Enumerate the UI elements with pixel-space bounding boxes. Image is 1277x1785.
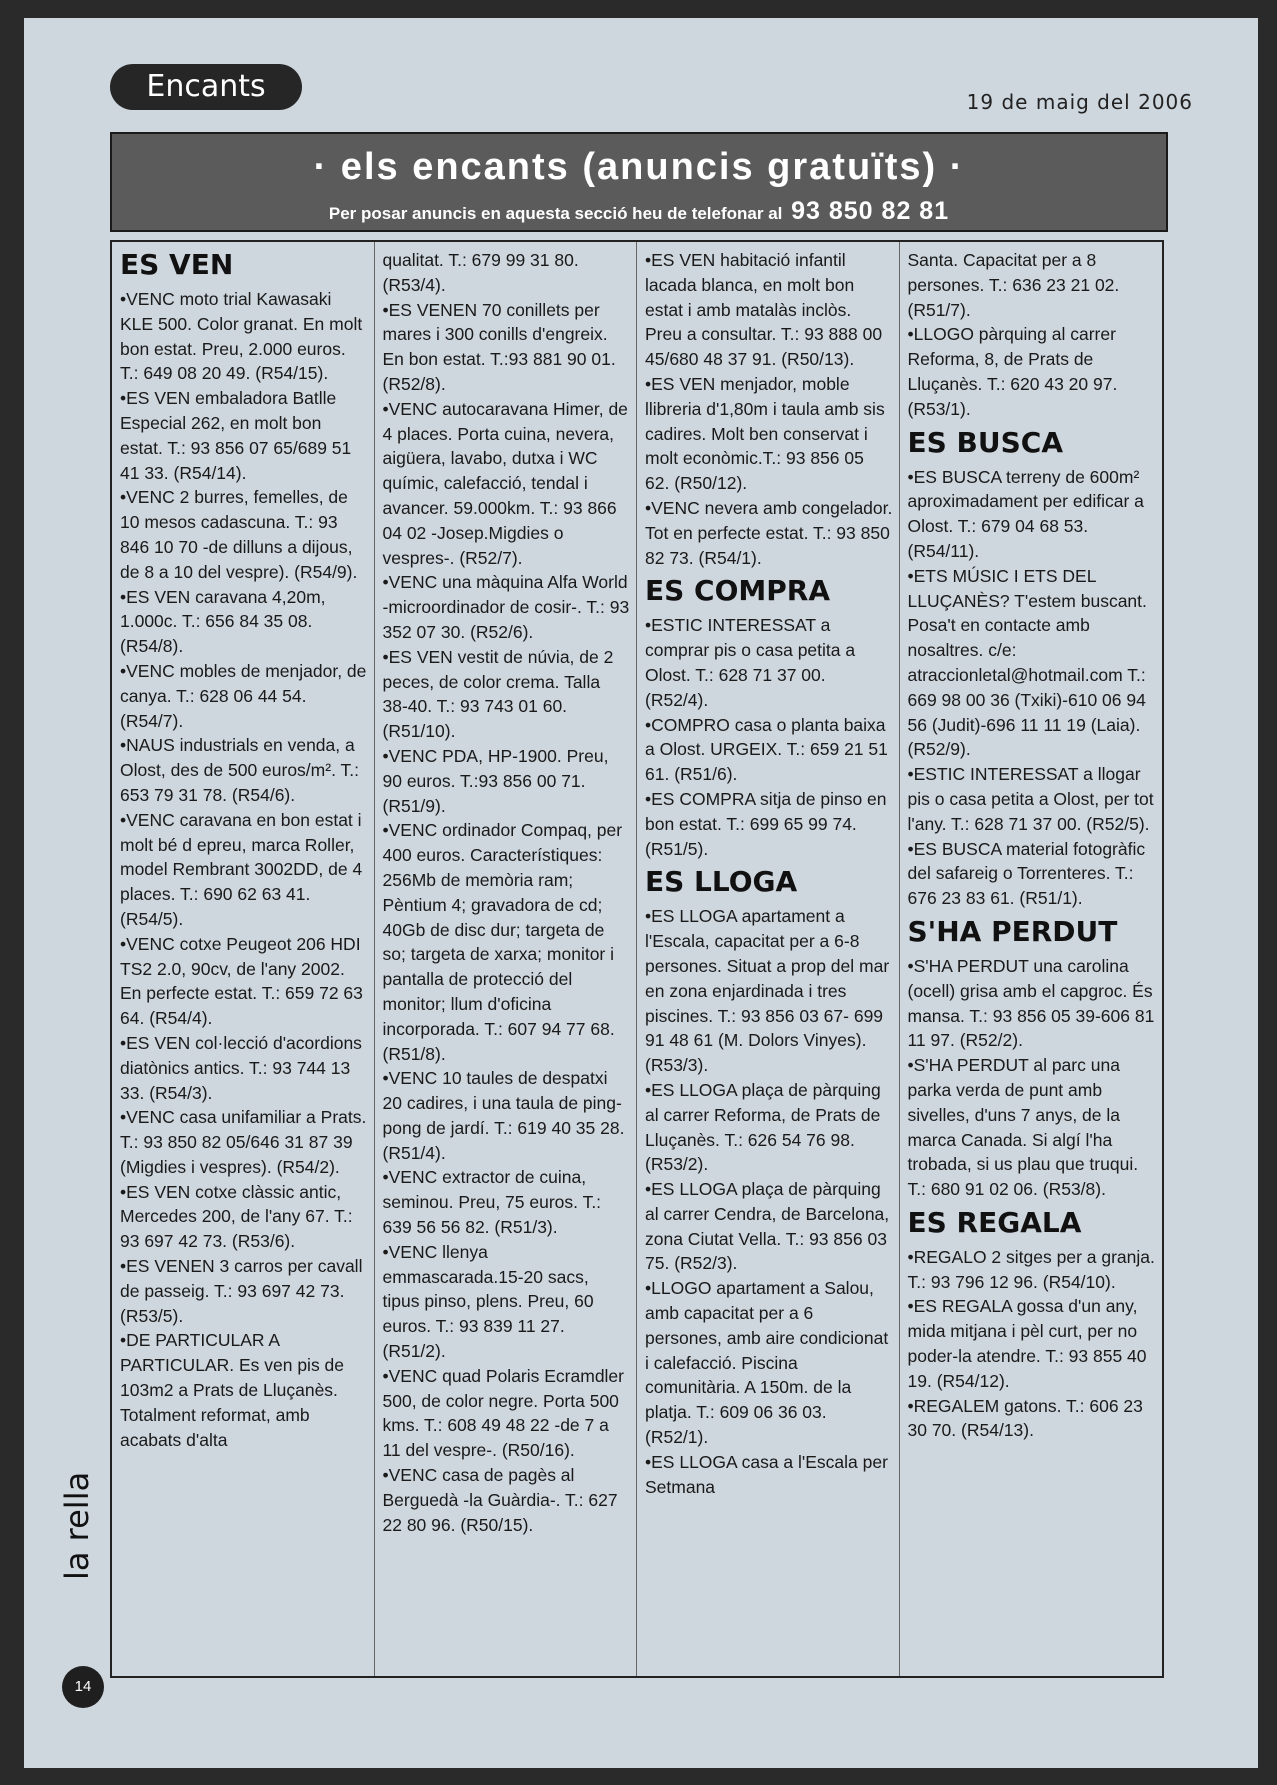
classified-ad: •VENC una màquina Alfa World -microordinador de cosir-. T.: 93 352 07 30. (R52/6). xyxy=(382,572,630,642)
classifieds-banner xyxy=(110,132,1168,232)
category-heading: ES LLOGA xyxy=(645,865,798,899)
classified-ad: •VENC ordinador Compaq, per 400 euros. Característiques: 256Mb de memòria ram; Pèntium 4; gravadora de cd; 40Gb de disc dur; targeta de so; targeta de xarxa; monitor i pantalla de protecció del monitor; llum d'oficina incorporada. T.: 607 94 77 68. (R51/8). xyxy=(382,820,623,1064)
classified-ad: •ES COMPRA sitja de pinso en bon estat. T.: 699 65 99 74. (R51/5). xyxy=(645,788,887,859)
classified-ad: •VENC casa unifamiliar a Prats. T.: 93 850 82 05/646 31 87 39 (Migdies i vespres). (R54/2). xyxy=(120,1107,367,1177)
category-heading: ES BUSCA xyxy=(907,425,1064,459)
classified-ad: •ETS MÚSIC I ETS DEL LLUÇANÈS? T'estem buscant. Posa't en contacte amb nosaltres. c/e: atraccionletal@hotmail.com T.: 669 98 00 36 (Txiki)-610 06 94 56 (Judit)-696 11 11 19 (Laia). (R52/9). xyxy=(907,565,1147,760)
classified-ad: •VENC nevera amb congelador. Tot en perfecte estat. T.: 93 850 82 73. (R54/1). xyxy=(645,497,893,568)
banner-subtitle xyxy=(112,197,1166,226)
classified-ad: •ES LLOGA plaça de pàrquing al carrer Cendra, de Barcelona, zona Ciutat Vella. T.: 93 856 03 75. (R52/3). xyxy=(645,1179,890,1274)
ad-column xyxy=(375,242,638,1676)
classified-ad: •LLOGO pàrquing al carrer Reforma, 8, de Prats de Lluçanès. T.: 620 43 20 97. (R53/1). xyxy=(907,324,1118,419)
category-heading: ES VEN xyxy=(120,248,234,281)
ad-column xyxy=(112,242,375,1676)
classified-ad: qualitat. T.: 679 99 31 80. (R53/4). xyxy=(382,250,579,295)
classified-ad: •ES VEN cotxe clàssic antic, Mercedes 200, de l'any 67. T.: 93 697 42 73. (R53/6). xyxy=(120,1181,353,1252)
classified-ad: •ES VENEN 70 conillets per mares i 300 conills d'engreix. En bon estat. T.:93 881 90 01. (R52/8). xyxy=(382,299,616,394)
classified-ad: •ES BUSCA material fotogràfic del safareig o Torrenteres. T.: 676 23 83 61. (R51/1). xyxy=(907,838,1146,909)
classifieds-columns xyxy=(110,240,1164,1678)
classified-ad: •ES REGALA gossa d'un any, mida mitjana i pèl curt, per no poder-la atendre. T.: 93 855 40 19. (R54/12). xyxy=(907,1296,1147,1391)
category-heading: ES REGALA xyxy=(907,1205,1082,1239)
classified-ad: •ES LLOGA casa a l'Escala per Setmana xyxy=(645,1451,888,1497)
classified-ad: •ESTIC INTERESSAT a llogar pis o casa petita a Olost, per tot l'any. T.: 628 71 37 00. (R52/5). xyxy=(907,764,1154,834)
classified-ad: •VENC moto trial Kawasaki KLE 500. Color granat. En molt bon estat. Preu, 2.000 euros. T.: 649 08 20 49. (R54/15). xyxy=(120,289,363,384)
classified-ad: •ES VEN caravana 4,20m, 1.000c. T.: 656 84 35 08. (R54/8). xyxy=(120,586,326,657)
banner-phone: 93 850 82 81 xyxy=(791,197,950,225)
classified-ad: •VENC casa de pagès al Berguedà -la Guàrdia-. T.: 627 22 80 96. (R50/15). xyxy=(382,1465,618,1535)
category-heading: ES COMPRA xyxy=(645,574,831,608)
classified-ad: •VENC llenya emmascarada.15-20 sacs, tipus pinso, plens. Preu, 60 euros. T.: 93 839 11 27. (R51/2). xyxy=(382,1241,594,1362)
classified-ad: •REGALEM gatons. T.: 606 23 30 70. (R54/13). xyxy=(907,1395,1143,1441)
banner-subtitle-text: Per posar anuncis en aquesta secció heu de telefonar al xyxy=(328,204,783,223)
classified-ad: •ES VEN menjador, moble llibreria d'1,80m i taula amb sis cadires. Molt ben conservat i molt econòmic.T.: 93 856 05 62. (R50/12). xyxy=(645,373,885,494)
classified-ad: •ES VENEN 3 carros per cavall de passeig. T.: 93 697 42 73. (R53/5). xyxy=(120,1256,363,1326)
classified-ad: •ESTIC INTERESSAT a comprar pis o casa petita a Olost. T.: 628 71 37 00. (R52/4). xyxy=(645,615,856,710)
classified-ad: •VENC caravana en bon estat i molt bé d epreu, marca Roller, model Rembrant 3002DD, de 4 places. T.: 690 62 63 41. (R54/5). xyxy=(120,809,363,929)
classified-ad: •NAUS industrials en venda, a Olost, des de 500 euros/m². T.: 653 79 31 78. (R54/6). xyxy=(120,735,359,805)
classified-ad: •DE PARTICULAR A PARTICULAR. Es ven pis de 103m2 a Prats de Lluçanès. Totalment reformat, amb acabats d'alta xyxy=(120,1330,345,1450)
classified-ad: •S'HA PERDUT una carolina (ocell) grisa amb el capgroc. És mansa. T.: 93 856 05 39-606 81 11 97. (R52/2). xyxy=(907,955,1155,1051)
classified-ad: •VENC 2 burres, femelles, de 10 mesos cadascuna. T.: 93 846 10 70 -de dilluns a dijous, de 8 a 10 del vespre). (R54/9). xyxy=(120,487,358,582)
classified-ad: •ES LLOGA apartament a l'Escala, capacitat per a 6-8 persones. Situat a prop del mar en zona enjardinada i tres piscines. T.: 93 856 03 67- 699 91 48 61 (M. Dolors Vinyes). (R53/3). xyxy=(645,906,890,1076)
issue-date: 19 de maig del 2006 xyxy=(966,90,1193,114)
publication-name: la rella xyxy=(58,1471,96,1580)
ad-column xyxy=(900,242,1163,1676)
classified-ad: •ES VEN embaladora Batlle Especial 262, en molt bon estat. T.: 93 856 07 65/689 51 41 33. (R54/14). xyxy=(120,388,352,483)
page-number: 14 xyxy=(62,1666,104,1708)
category-heading: S'HA PERDUT xyxy=(907,914,1118,948)
classified-ad: •VENC PDA, HP-1900. Preu, 90 euros. T.:93 856 00 71. (R51/9). xyxy=(382,745,609,816)
classified-ad: •S'HA PERDUT al parc una parka verda de punt amb sivelles, d'uns 7 anys, de la marca Canada. Si algí l'ha trobada, si us plau que truqui. T.: 680 91 02 06. (R53/8). xyxy=(907,1055,1139,1200)
classified-ad: •ES VEN col·lecció d'acordions diatònics antics. T.: 93 744 13 33. (R54/3). xyxy=(120,1032,362,1103)
classified-ad: •ES BUSCA terreny de 600m² aproximadament per edificar a Olost. T.: 679 04 68 53. (R54/11). xyxy=(907,466,1144,561)
classified-ad: •ES LLOGA plaça de pàrquing al carrer Reforma, de Prats de Lluçanès. T.: 626 54 76 98. (R53/2). xyxy=(645,1079,881,1175)
classified-ad: •VENC quad Polaris Ecramdler 500, de color negre. Porta 500 kms. T.: 608 49 48 22 -de 7 a 11 del vespre-. (R50/16). xyxy=(382,1365,624,1461)
classified-ad: •VENC cotxe Peugeot 206 HDI TS2 2.0, 90cv, de l'any 2002. En perfecte estat. T.: 659 72 63 64. (R54/4). xyxy=(120,933,363,1029)
classified-ad: •ES VEN habitació infantil lacada blanca, en molt bon estat i amb matalàs inclòs. Preu a consultar. T.: 93 888 00 45/680 48 37 91. (R50/13). xyxy=(645,250,883,370)
classified-ad: •VENC mobles de menjador, de canya. T.: 628 06 44 54. (R54/7). xyxy=(120,660,367,731)
classified-ad: •VENC 10 taules de despatxi 20 cadires, i una taula de ping-pong de jardí. T.: 619 40 35 28. (R51/4). xyxy=(382,1068,625,1163)
banner-title: · els encants (anuncis gratuïts) · xyxy=(313,146,965,188)
classified-ad: •VENC extractor de cuina, seminou. Preu, 75 euros. T.: 639 56 56 82. (R51/3). xyxy=(382,1167,602,1238)
classified-ad: •ES VEN vestit de núvia, de 2 peces, de color crema. Talla 38-40. T.: 93 743 01 60. (R51/10). xyxy=(382,646,614,742)
classified-ad: Santa. Capacitat per a 8 persones. T.: 636 23 21 02. (R51/7). xyxy=(907,250,1120,320)
ad-column xyxy=(637,242,900,1676)
classified-ad: •LLOGO apartament a Salou, amb capacitat per a 6 persones, amb aire condicionat i calefacció. Piscina comunitària. A 150m. de la platja. T.: 609 06 36 03. (R52/1). xyxy=(645,1278,889,1448)
classified-ad: •COMPRO casa o planta baixa a Olost. URGEIX. T.: 659 21 51 61. (R51/6). xyxy=(645,714,888,785)
classified-ad: •VENC autocaravana Himer, de 4 places. Porta cuina, nevera, aigüera, lavabo, dutxa i WC químic, calefacció, tendal i avancer. 59.000km. T.: 93 866 04 02 -Josep.Migdies o vespres-. (R52/7). xyxy=(382,398,628,568)
classified-ad: •REGALO 2 sitges per a granja. T.: 93 796 12 96. (R54/10). xyxy=(907,1246,1155,1292)
section-tab: Encants xyxy=(110,64,302,110)
